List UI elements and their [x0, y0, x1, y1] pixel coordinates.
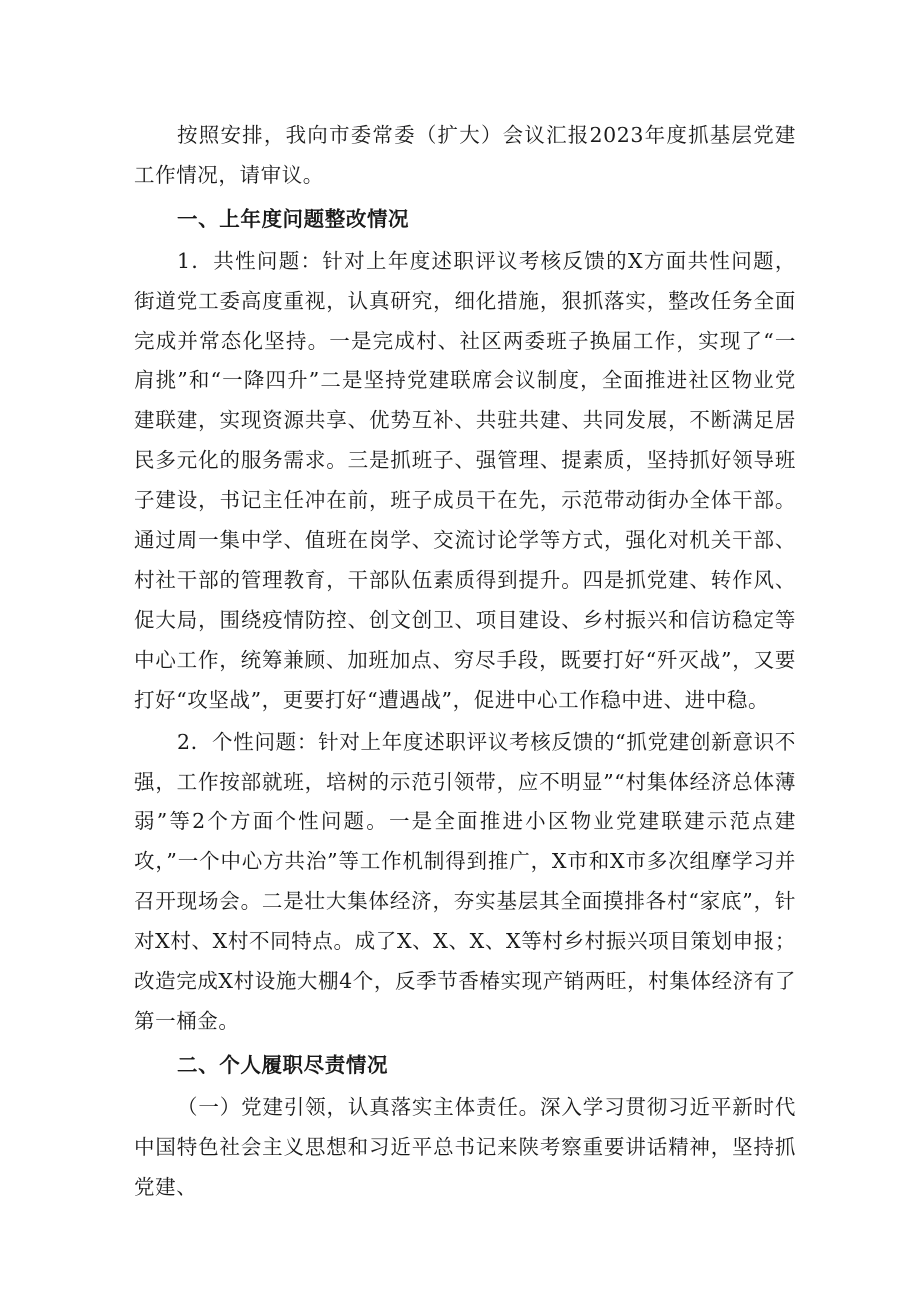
section-2-paragraph-1: （一）党建引领，认真落实主体责任。深入学习贯彻习近平新时代中国特色社会主义思想和习近平总书记来陕考察重要讲话精神，坚持抓党建、 [134, 1094, 796, 1199]
section-1-paragraph-1: 1．共性问题：针对上年度述职评议考核反馈的X方面共性问题，街道党工委高度重视，认真研究，细化措施，狠抓落实，整改任务全面完成并常态化坚持。一是完成村、社区两委班子换届工作，实现了“一肩挑”和“一降四升”二是坚持党建联席会议制度，全面推进社区物业党建联建，实现资源共享、优势互补、共驻共建、共同发展，不断满足居民多元化的服务需求。三是抓班子、强管理、提素质，坚持抓好领导班子建设，书记主任冲在前，班子成员干在先，示范带动街办全体干部。通过周一集中学、值班在岗学、交流讨论学等方式，强化对机关干部、村社干部的管理教育，干部队伍素质得到提升。四是抓党建、转作风、促大局，围绕疫情防控、创文创卫、项目建设、乡村振兴和信访稳定等中心工作，统筹兼顾、加班加点、穷尽手段，既要打好“歼灭战”，又要打好“攻坚战”，更要打好“遭遇战”，促进中心工作稳中进、进中稳。 [134, 248, 796, 712]
section-1-heading: 一、上年度问题整改情况 [177, 206, 410, 231]
intro-paragraph: 按照安排，我向市委常委（扩大）会议汇报2023年度抓基层党建工作情况，请审议。 [134, 123, 796, 187]
section-1-paragraph-2: 2．个性问题：针对上年度述职评议考核反馈的“抓党建创新意识不强，工作按部就班，培树的示范引领带，应不明显”“村集体经济总体薄弱”等2个方面个性问题。一是全面推进小区物业党建联建示范点建攻，”一个中心方共治”等工作机制得到推广，X市和X市多次组摩学习并召开现场会。二是壮大集体经济，夯实基层其全面摸排各村“家底”，针对X村、X村不同特点。成了X、X、X、X等村乡村振兴项目策划申报；改造完成X村设施大棚4个，反季节香椿实现产销两旺，村集体经济有了第一桶金。 [134, 729, 796, 1033]
document-body [134, 116, 796, 1207]
section-2-heading: 二、个人履职尽责情况 [177, 1052, 389, 1077]
